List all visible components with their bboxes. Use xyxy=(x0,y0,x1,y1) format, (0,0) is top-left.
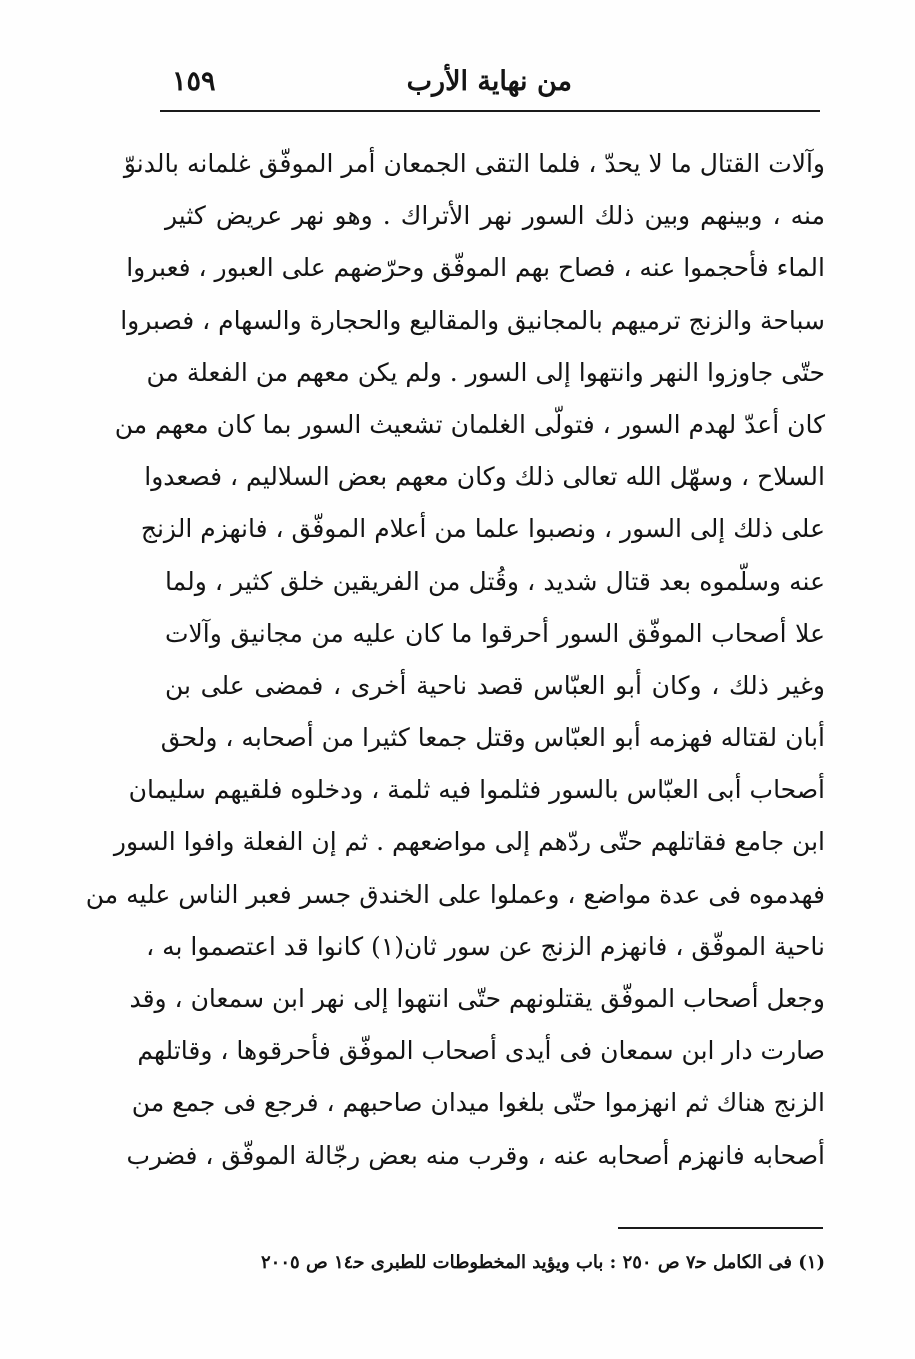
text-line: منه ، وبينهم وبين ذلك السور نهر الأتراك . وهو نهر عريض كثير xyxy=(165,201,825,231)
footnote-rule xyxy=(618,1227,823,1229)
page-number: ١٥٩ xyxy=(172,66,216,97)
text-line: علا أصحاب الموفّق السور أحرقوا ما كان عليه من مجانيق وآلات xyxy=(165,618,825,648)
footnote: (١) فى الكامل ﺣ٧ ص ٢٥٠ : باب ويؤيد المخطوطات للطبرى ﺣ١٤ ص ٢٠٠٥ xyxy=(261,1252,825,1273)
text-line: سباحة والزنج ترميهم بالمجانيق والمقاليع والحجارة والسهام ، فصبروا xyxy=(120,305,825,335)
running-header xyxy=(150,66,830,106)
text-line: صارت دار ابن سمعان فى أيدى أصحاب الموفّق فأحرقوها ، وقاتلهم xyxy=(137,1036,825,1066)
text-line: أبان لقتاله فهزمه أبو العبّاس وقتل جمعا كثيرا من أصحابه ، ولحق xyxy=(160,723,825,753)
text-line: أصحابه فانهزم أصحابه عنه ، وقرب منه بعض رجّالة الموفّق ، فضرب xyxy=(126,1140,825,1170)
text-line: ناحية الموفّق ، فانهزم الزنج عن سور ثان(١) كانوا قد اعتصموا به ، xyxy=(146,931,825,961)
text-line: فهدموه فى عدة مواضع ، وعملوا على الخندق جسر فعبر الناس عليه من xyxy=(85,879,825,909)
text-line: عنه وسلّموه بعد قتال شديد ، وقُتل من الفريقين خلق كثير ، ولما xyxy=(165,566,825,596)
text-line: وآلات القتال ما لا يحدّ ، فلما التقى الجمعان أمر الموفّق غلمانه بالدنوّ xyxy=(123,149,825,178)
text-line: الماء فأحجموا عنه ، فصاح بهم الموفّق وحرّضهم على العبور ، فعبروا xyxy=(126,253,825,283)
text-line: أصحاب أبى العبّاس بالسور فثلموا فيه ثلمة ، ودخلوه فلقيهم سليمان xyxy=(128,775,825,805)
text-line: ابن جامع فقاتلهم حتّى ردّهم إلى مواضعهم . ثم إن الفعلة وافوا السور xyxy=(113,827,825,857)
text-line: وجعل أصحاب الموفّق يقتلونهم حتّى انتهوا إلى نهر ابن سمعان ، وقد xyxy=(129,984,825,1013)
text-line: السلاح ، وسهّل الله تعالى ذلك وكان معهم بعض السلاليم ، فصعدوا xyxy=(144,462,825,492)
text-line: الزنج هناك ثم انهزموا حتّى بلغوا ميدان صاحبهم ، فرجع فى جمع من xyxy=(131,1088,825,1118)
running-title: من نهاية الأرب xyxy=(406,66,572,97)
header-rule xyxy=(160,110,820,112)
text-line: وغير ذلك ، وكان أبو العبّاس قصد ناحية أخرى ، فمضى على بن xyxy=(165,670,825,700)
body-text xyxy=(85,138,825,1182)
text-line: على ذلك إلى السور ، ونصبوا علما من أعلام الموفّق ، فانهزم الزنج xyxy=(140,514,825,544)
text-line: حتّى جاوزوا النهر وانتهوا إلى السور . ولم يكن معهم من الفعلة من xyxy=(146,357,825,387)
text-line: كان أعدّ لهدم السور ، فتولّى الغلمان تشعيث السور بما كان معهم من xyxy=(114,409,825,439)
